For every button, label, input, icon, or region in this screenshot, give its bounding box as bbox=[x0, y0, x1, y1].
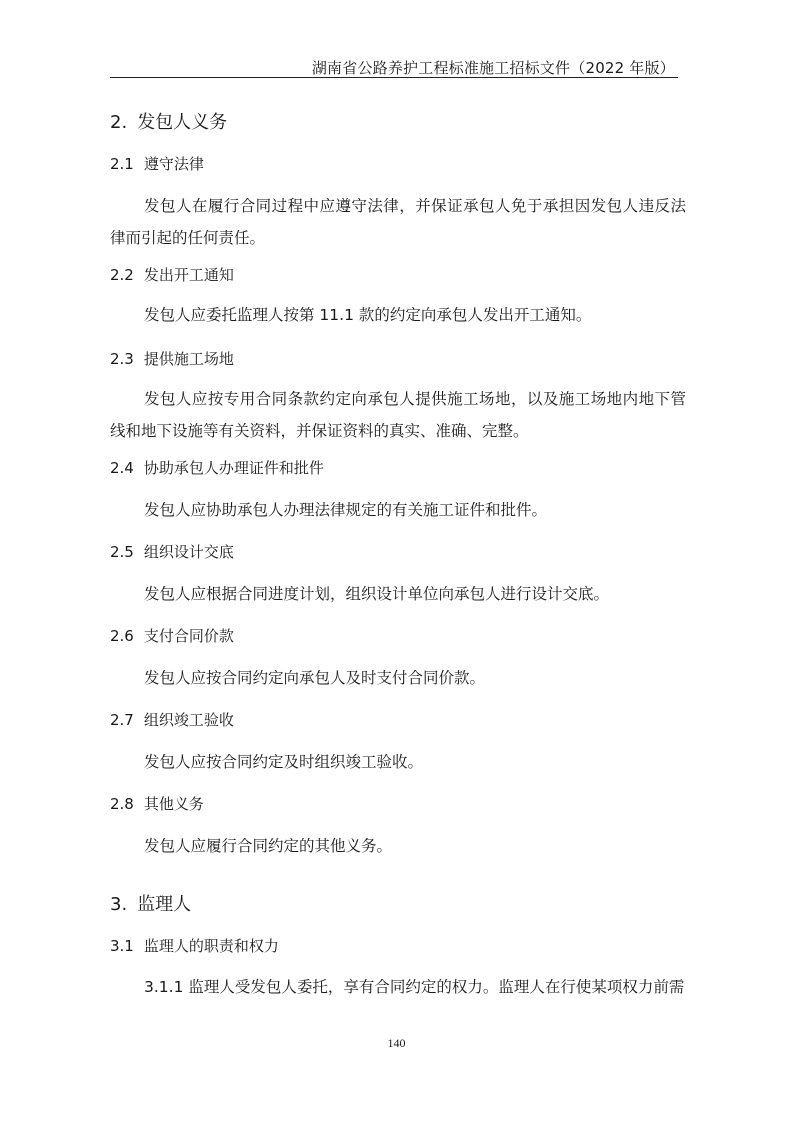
section-number: 2. bbox=[110, 112, 128, 133]
paragraph: 发包人在履行合同过程中应遵守法律，并保证承包人免于承担因发包人违反法律而引起的任何责任。 bbox=[110, 197, 686, 247]
section-title: 监理人 bbox=[137, 894, 192, 915]
subsection-number: 3.1 bbox=[110, 937, 134, 955]
subsection-title: 监理人的职责和权力 bbox=[143, 937, 279, 955]
subsection-number: 2.7 bbox=[110, 711, 134, 729]
subsection-number: 2.8 bbox=[110, 795, 134, 813]
subsection-title: 遵守法律 bbox=[143, 155, 204, 173]
section-heading bbox=[110, 108, 227, 134]
subsection-heading bbox=[110, 153, 204, 174]
section-number: 3. bbox=[110, 894, 128, 915]
paragraph: 发包人应履行合同约定的其他义务。 bbox=[144, 837, 393, 855]
subsection-title: 其他义务 bbox=[143, 795, 204, 813]
subsection-number: 2.6 bbox=[110, 627, 134, 645]
subsection-number: 2.2 bbox=[110, 266, 134, 284]
subsection-number: 2.1 bbox=[110, 155, 134, 173]
subsection-number: 2.4 bbox=[110, 459, 134, 477]
paragraph: 发包人应按合同约定向承包人及时支付合同价款。 bbox=[144, 669, 486, 687]
paragraph: 发包人应根据合同进度计划，组织设计单位向承包人进行设计交底。 bbox=[144, 585, 610, 603]
paragraph: 发包人应按专用合同条款约定向承包人提供施工场地，以及施工场地内地下管线和地下设施等有关资料，并保证资料的真实、准确、完整。 bbox=[110, 390, 686, 440]
subsection-heading bbox=[110, 625, 234, 646]
paragraph: 发包人应按合同约定及时组织竣工验收。 bbox=[144, 753, 424, 771]
subsection-title: 组织设计交底 bbox=[143, 543, 234, 561]
subsection-title: 发出开工通知 bbox=[143, 266, 234, 284]
paragraph: 3.1.1 监理人受发包人委托，享有合同约定的权力。监理人在行使某项权力前需 bbox=[144, 978, 685, 996]
subsection-title: 组织竣工验收 bbox=[143, 711, 234, 729]
subsection-heading bbox=[110, 541, 234, 562]
subsection-heading bbox=[110, 348, 234, 369]
subsection-title: 提供施工场地 bbox=[143, 350, 234, 368]
paragraph: 发包人应协助承包人办理法律规定的有关施工证件和批件。 bbox=[144, 501, 548, 519]
subsection-number: 2.3 bbox=[110, 350, 134, 368]
subsection-heading bbox=[110, 793, 204, 814]
section-heading bbox=[110, 890, 191, 916]
section-title: 发包人义务 bbox=[137, 112, 228, 133]
subsection-heading bbox=[110, 264, 234, 285]
subsection-heading bbox=[110, 935, 279, 956]
subsection-heading bbox=[110, 457, 324, 478]
header-title: 湖南省公路养护工程标准施工招标文件（2022 年版） bbox=[311, 59, 675, 77]
page-number: 140 bbox=[387, 1036, 406, 1050]
header-rule bbox=[110, 77, 678, 78]
subsection-number: 2.5 bbox=[110, 543, 134, 561]
subsection-title: 协助承包人办理证件和批件 bbox=[143, 459, 324, 477]
subsection-heading bbox=[110, 709, 234, 730]
subsection-title: 支付合同价款 bbox=[143, 627, 234, 645]
paragraph: 发包人应委托监理人按第 11.1 款的约定向承包人发出开工通知。 bbox=[144, 306, 592, 324]
